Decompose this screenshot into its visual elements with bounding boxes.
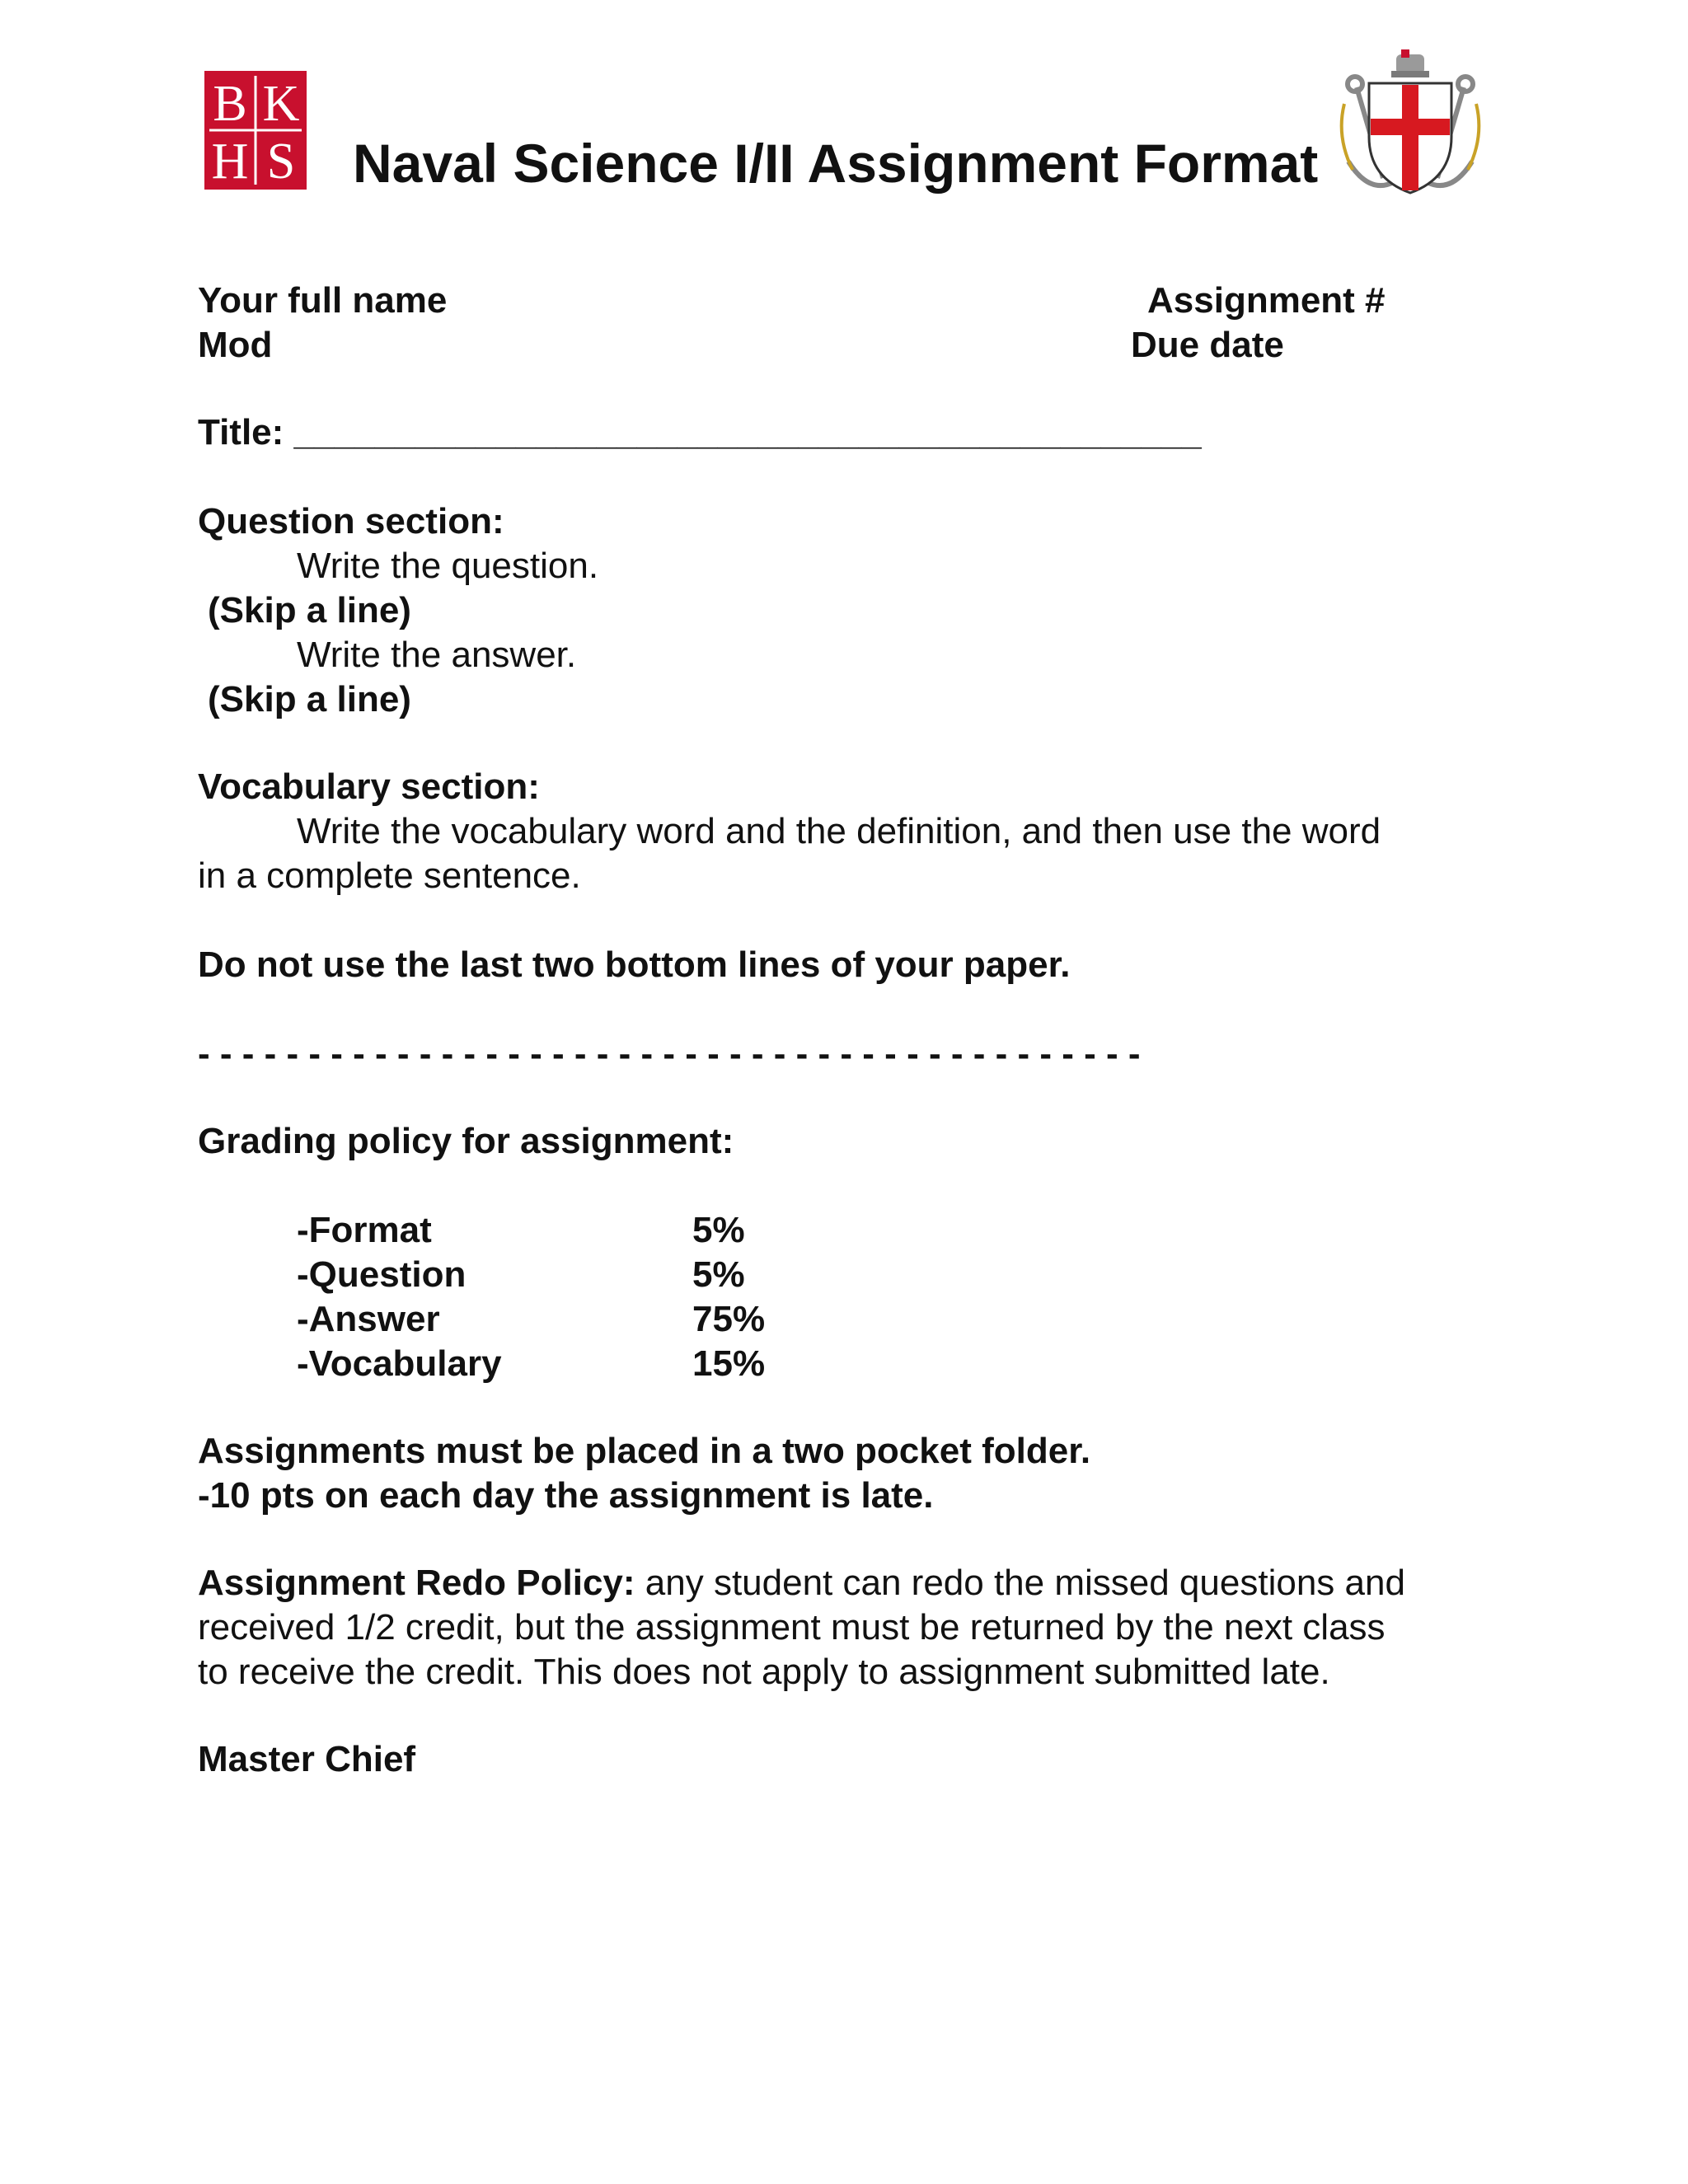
grading-item-percent: 5% [692,1210,745,1250]
grading-item-label: -Question [297,1254,467,1295]
redo-policy-label: Assignment Redo Policy: [198,1563,635,1603]
svg-text:H: H [211,134,249,190]
bkhs-logo [204,71,307,190]
grading-item-percent: 15% [692,1343,766,1384]
vocabulary-section-heading: Vocabulary section: [198,766,540,807]
question-instruction: Write the question. [297,546,599,586]
redo-policy-line2: received 1/2 credit, but the assignment must be returned by the next class [198,1607,1386,1647]
svg-text:S: S [266,134,296,190]
naval-crest-icon [1332,46,1489,203]
title-label: Title: [198,412,284,452]
bottom-lines-note: Do not use the last two bottom lines of your paper. [198,944,1071,985]
vocabulary-instruction-line2: in a complete sentence. [198,855,581,896]
skip-line-note: (Skip a line) [208,590,411,630]
answer-instruction: Write the answer. [297,635,577,675]
grading-item-percent: 75% [692,1299,766,1339]
redo-policy-text: any student can redo the missed questions and [635,1563,1405,1603]
grading-row [297,1253,874,1297]
grading-row [297,1208,874,1253]
assignment-number-label: Assignment # [1147,280,1386,321]
grading-row [297,1297,874,1342]
page-title: Naval Science I/II Assignment Format [353,133,1319,194]
grading-item-percent: 5% [692,1254,745,1295]
grading-item-label: -Vocabulary [297,1343,502,1384]
dashed-divider: - - - - - - - - - - - - - - - - - - - - - - - - - - - - - - - - - - - - - - - - - - - [198,1033,1141,1074]
grading-row [297,1342,874,1386]
vocabulary-instruction-line1: Write the vocabulary word and the definition, and then use the word [297,811,1381,851]
grading-policy-heading: Grading policy for assignment: [198,1121,734,1161]
full-name-label: Your full name [198,280,448,321]
late-penalty: -10 pts on each day the assignment is late. [198,1475,934,1516]
redo-policy-line3: to receive the credit. This does not apply to assignment submitted late. [198,1652,1330,1692]
signature: Master Chief [198,1739,416,1779]
title-line [198,410,1202,455]
svg-text:B: B [213,76,247,132]
skip-line-note: (Skip a line) [208,679,411,719]
grading-item-label: -Answer [297,1299,440,1339]
redo-policy-line1 [198,1561,1405,1605]
svg-text:K: K [262,76,300,132]
mod-label: Mod [198,325,273,365]
question-section-heading: Question section: [198,501,504,541]
folder-policy: Assignments must be placed in a two pocket folder. [198,1431,1091,1471]
grading-item-label: -Format [297,1210,432,1250]
title-blank: _____________________________________________ [293,412,1202,452]
due-date-label: Due date [1131,325,1284,365]
